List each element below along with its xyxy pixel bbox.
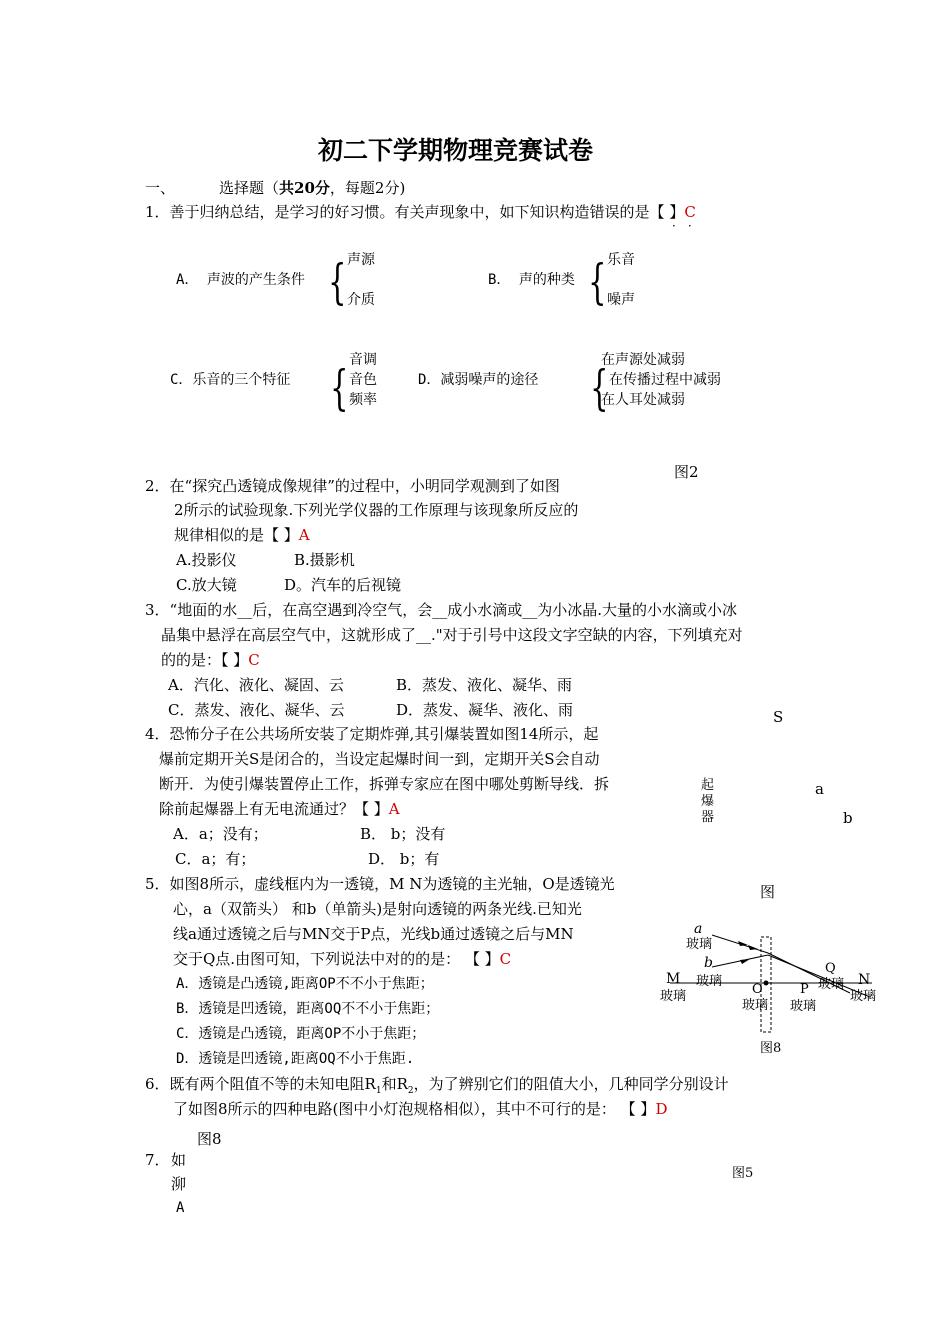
q5-line: 5．如图8所示，虚线框内为一透镜，M N为透镜的主光轴，O是透镜光 bbox=[145, 875, 615, 893]
emphasis-dots: ·· bbox=[672, 219, 704, 233]
q6-line2 bbox=[173, 1099, 667, 1119]
q7-char: 泖 bbox=[171, 1175, 187, 1193]
q7-number: 7． bbox=[145, 1151, 170, 1169]
ray-b-in bbox=[712, 955, 768, 967]
q1-c-item: 音色 bbox=[349, 372, 377, 388]
q5-option: C．透镜是凸透镜，距离OP不小于焦距； bbox=[176, 1026, 426, 1042]
q2-answer: A bbox=[298, 526, 310, 544]
q1-a-item: 介质 bbox=[347, 292, 375, 308]
q6-answer: D bbox=[655, 1100, 668, 1118]
q3-option: C．蒸发、液化、凝华、云 bbox=[168, 701, 345, 719]
fig14-wire-b: b bbox=[843, 809, 853, 827]
q2-line: 2．在“探究凸透镜成像规律”的过程中，小明同学观测到了如图 bbox=[145, 477, 560, 495]
q6-text: ，为了辨别它们的阻值大小，几种同学分别设计 bbox=[413, 1075, 729, 1093]
glass-label: 玻璃 bbox=[660, 989, 687, 1004]
detonator-char: 爆 bbox=[701, 794, 715, 809]
glass-label: 玻璃 bbox=[850, 989, 877, 1004]
q1-stem bbox=[145, 202, 696, 222]
fig14-detonator-label bbox=[701, 778, 714, 826]
q3-option: B．蒸发、液化、凝华、雨 bbox=[396, 676, 573, 694]
fig14-switch-label: S bbox=[773, 708, 784, 726]
q2-line: 2所示的试验现象.下列光学仪器的工作原理与该现象所反应的 bbox=[174, 501, 579, 519]
q5-option: B．透镜是凹透镜，距离OQ不不小于焦距； bbox=[176, 1001, 440, 1017]
ray-b-arrow bbox=[740, 959, 750, 964]
q4-option: B． b；没有 bbox=[360, 825, 446, 843]
q3-line bbox=[161, 650, 260, 670]
fig2-caption: 图2 bbox=[674, 463, 699, 481]
fig8-caption: 图8 bbox=[760, 1041, 782, 1056]
q3-option: D．蒸发、凝华、液化、雨 bbox=[396, 701, 574, 719]
q1-c-item: 频率 bbox=[349, 392, 377, 408]
section-number: 一、 bbox=[145, 179, 176, 197]
q3-answer: C bbox=[248, 651, 260, 669]
q5-line bbox=[173, 949, 511, 969]
q2-line bbox=[174, 525, 310, 545]
point-n-label: N bbox=[858, 972, 871, 988]
section-label: 选择题（ bbox=[219, 179, 280, 197]
fig8-lens-diagram bbox=[650, 915, 890, 1060]
glass-label: 玻璃 bbox=[696, 974, 723, 989]
q6-sub: 1 bbox=[375, 1086, 382, 1096]
fig5-caption: 图5 bbox=[732, 1166, 754, 1181]
ray-b-label: b bbox=[704, 955, 713, 971]
q4-option: C．a；有； bbox=[175, 850, 256, 868]
q4-answer: A bbox=[388, 800, 400, 818]
q6-text: 和R bbox=[381, 1075, 408, 1093]
q1-answer: C bbox=[684, 203, 696, 221]
q6-text: 6．既有两个阻值不等的未知电阻R bbox=[145, 1075, 376, 1093]
q6-line1 bbox=[145, 1074, 729, 1101]
ray-a-arrow bbox=[738, 941, 748, 946]
q4-line: 断开．为使引爆装置停止工作，拆弹专家应在图中哪处剪断导线．拆 bbox=[159, 775, 610, 793]
q4-option: D． b；有 bbox=[368, 850, 440, 868]
q3-line: 3．“地面的水__后，在高空遇到冷空气，会__成小水滴或__为小冰晶.大量的小水滴或小冰 bbox=[145, 601, 737, 619]
q2-option: D。汽车的后视镜 bbox=[284, 576, 402, 594]
q5-line-text: 交于Q点.由图可知，下列说法中对的的是： 【 】 bbox=[173, 950, 500, 968]
q1-a-label: A． 声波的产生条件 bbox=[176, 272, 305, 288]
glass-label: 玻璃 bbox=[742, 998, 769, 1013]
q3-line-text: 的的是：【 】 bbox=[161, 651, 249, 669]
q4-line bbox=[159, 799, 400, 819]
q2-line-text: 规律相似的是【 】 bbox=[174, 526, 299, 544]
q2-option: C.放大镜 bbox=[176, 576, 237, 594]
q1-d-item: 在传播过程中减弱 bbox=[609, 372, 721, 388]
brace-c: { bbox=[330, 360, 349, 416]
ray-a-label: a bbox=[694, 921, 703, 937]
section-points: 共20分 bbox=[279, 179, 330, 197]
q6-line2-text: 了如图8所示的四种电路(图中小灯泡规格相似），其中不可行的是： 【 】 bbox=[173, 1100, 656, 1118]
q1-a-item: 声源 bbox=[347, 252, 375, 268]
q4-line-text: 除前起爆器上有无电流通过？【 】 bbox=[159, 800, 389, 818]
q1-stem-text: 1．善于归纳总结，是学习的好习惯。有关声现象中，如下知识构造错误的是【 】 bbox=[145, 203, 685, 221]
q5-line: 线a通过透镜之后与MN交于P点，光线b通过透镜之后与MN bbox=[173, 925, 574, 943]
q1-b-label: B． 声的种类 bbox=[488, 272, 575, 288]
q5-option: D．透镜是凹透镜,距离OQ不小于焦距. bbox=[176, 1051, 415, 1067]
point-p-label: P bbox=[800, 982, 809, 997]
brace-b: { bbox=[588, 254, 607, 310]
fig14-caption: 图 bbox=[760, 883, 776, 901]
q1-d-item: 在声源处减弱 bbox=[601, 352, 685, 368]
page-title: 初二下学期物理竞赛试卷 bbox=[318, 136, 594, 165]
q1-c-label: C．乐音的三个特征 bbox=[170, 372, 291, 388]
section-rest: ，每题2分) bbox=[329, 179, 406, 197]
point-o-label: O bbox=[752, 982, 763, 997]
detonator-char: 器 bbox=[701, 810, 715, 825]
q2-option: A.投影仪 bbox=[176, 551, 237, 569]
q7-char: A bbox=[176, 1200, 185, 1216]
q4-line: 4．恐怖分子在公共场所安装了定期炸弹,其引爆装置如图14所示，起 bbox=[145, 725, 599, 743]
q7-char: 如 bbox=[171, 1151, 187, 1169]
q1-d-label: D．减弱噪声的途径 bbox=[418, 372, 539, 388]
q2-option: B.摄影机 bbox=[294, 551, 355, 569]
q1-d-item: 在人耳处减弱 bbox=[601, 392, 685, 408]
q4-option: A．a；没有； bbox=[173, 825, 268, 843]
q5-option: A．透镜是凸透镜,距离OP不不小于焦距； bbox=[176, 976, 434, 992]
fig8b-caption: 图8 bbox=[197, 1130, 222, 1148]
q3-line: 晶集中悬浮在高层空气中，这就形成了__."对于引号中这段文字空缺的内容，下列填充对 bbox=[161, 626, 743, 644]
q1-b-item: 乐音 bbox=[607, 252, 635, 268]
brace-a: { bbox=[328, 254, 347, 310]
optical-center-dot bbox=[764, 981, 769, 986]
q6-sub: 2 bbox=[407, 1086, 414, 1096]
q1-b-item: 噪声 bbox=[607, 292, 635, 308]
brace-d: { bbox=[590, 360, 609, 416]
point-q-label: Q bbox=[825, 961, 836, 976]
glass-label: 玻璃 bbox=[686, 937, 713, 952]
glass-label: 玻璃 bbox=[818, 977, 845, 992]
q5-answer: C bbox=[499, 950, 512, 968]
q3-option: A．汽化、液化、凝固、云 bbox=[168, 676, 344, 694]
glass-label: 玻璃 bbox=[790, 999, 817, 1014]
section-heading bbox=[145, 178, 405, 198]
detonator-char: 起 bbox=[701, 778, 715, 793]
q4-line: 爆前定期开关S是闭合的，当设定起爆时间一到，定期开关S会自动 bbox=[159, 750, 600, 768]
q1-c-item: 音调 bbox=[349, 352, 377, 368]
fig14-wire-a: a bbox=[815, 780, 824, 798]
point-m-label: M bbox=[666, 971, 681, 987]
q5-line: 心，a（双箭头） 和b（单箭头)是射向透镜的两条光线.已知光 bbox=[173, 900, 582, 918]
